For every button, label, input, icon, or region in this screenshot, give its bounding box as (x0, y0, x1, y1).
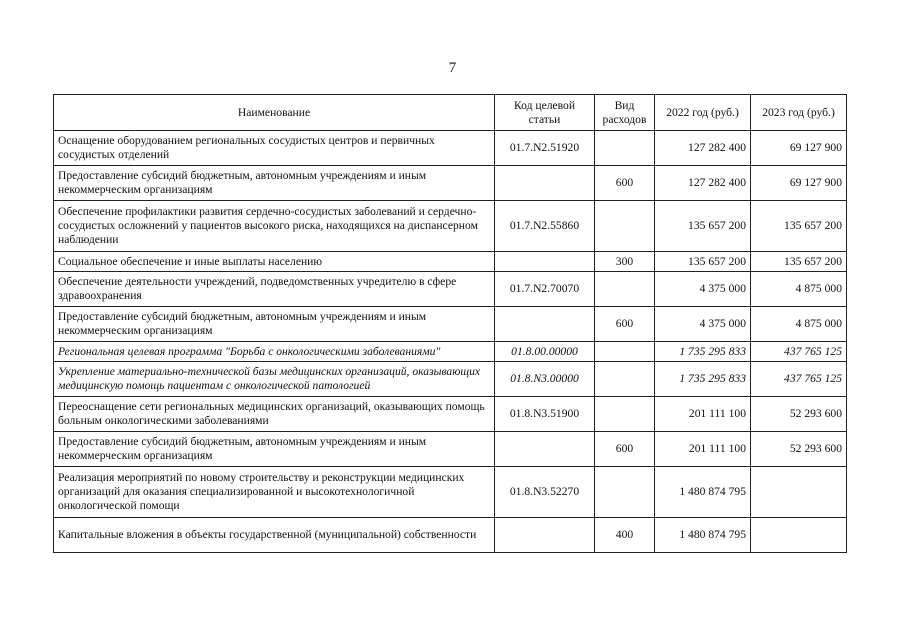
header-2023: 2023 год (руб.) (751, 95, 847, 131)
cell-2022: 1 480 874 795 (655, 467, 751, 518)
page-number: 7 (448, 60, 457, 76)
table-row (54, 166, 847, 201)
cell-2023: 52 293 600 (751, 397, 847, 432)
cell-name: Обеспечение деятельности учреждений, подведомственных учредителю в сфере здравоохранения (54, 272, 495, 307)
cell-2022: 1 480 874 795 (655, 518, 751, 553)
cell-code: 01.8.00.00000 (495, 342, 595, 362)
cell-kind (595, 362, 655, 397)
cell-2023: 52 293 600 (751, 432, 847, 467)
cell-kind (595, 272, 655, 307)
cell-2022: 135 657 200 (655, 201, 751, 252)
cell-2023 (751, 518, 847, 553)
header-kind: Вид расходов (595, 95, 655, 131)
cell-name: Предоставление субсидий бюджетным, автономным учреждениям и иным некоммерческим организациям (54, 307, 495, 342)
cell-2022: 1 735 295 833 (655, 342, 751, 362)
cell-kind: 300 (595, 252, 655, 272)
cell-2023: 4 875 000 (751, 307, 847, 342)
cell-name: Капитальные вложения в объекты государственной (муниципальной) собственности (54, 518, 495, 553)
cell-code (495, 252, 595, 272)
cell-kind (595, 131, 655, 166)
header-name: Наименование (54, 95, 495, 131)
cell-name: Оснащение оборудованием региональных сосудистых центров и первичных сосудистых отделений (54, 131, 495, 166)
cell-2023: 135 657 200 (751, 201, 847, 252)
cell-kind (595, 201, 655, 252)
cell-name: Региональная целевая программа "Борьба с онкологическими заболеваниями" (54, 342, 495, 362)
table-body (54, 131, 847, 553)
cell-2023: 69 127 900 (751, 166, 847, 201)
table-row (54, 432, 847, 467)
cell-name: Обеспечение профилактики развития сердечно-сосудистых заболеваний и сердечно-сосудистых осложнений у пациентов высокого риска, находящихся на диспансерном наблюдении (54, 201, 495, 252)
cell-kind (595, 467, 655, 518)
cell-kind (595, 397, 655, 432)
cell-2022: 4 375 000 (655, 272, 751, 307)
cell-code (495, 518, 595, 553)
cell-2022: 1 735 295 833 (655, 362, 751, 397)
cell-code: 01.8.N3.51900 (495, 397, 595, 432)
cell-2023 (751, 467, 847, 518)
cell-name: Реализация мероприятий по новому строительству и реконструкции медицинских организаций для оказания специализированной и высокотехнологичной онкологической помощи (54, 467, 495, 518)
cell-name: Переоснащение сети региональных медицинских организаций, оказывающих помощь больным онкологическими заболеваниями (54, 397, 495, 432)
cell-name: Укрепление материально-технической базы медицинских организаций, оказывающих медицинскую помощь пациентам с онкологической патологией (54, 362, 495, 397)
cell-code: 01.7.N2.70070 (495, 272, 595, 307)
table-row (54, 467, 847, 518)
cell-2022: 135 657 200 (655, 252, 751, 272)
table-row (54, 201, 847, 252)
cell-2023: 135 657 200 (751, 252, 847, 272)
header-code: Код целевой статьи (495, 95, 595, 131)
table-row (54, 307, 847, 342)
header-2022: 2022 год (руб.) (655, 95, 751, 131)
table-header (54, 95, 847, 131)
cell-2023: 69 127 900 (751, 131, 847, 166)
cell-kind: 600 (595, 166, 655, 201)
cell-2023: 437 765 125 (751, 342, 847, 362)
cell-name: Социальное обеспечение и иные выплаты населению (54, 252, 495, 272)
table-row-subprogram (54, 362, 847, 397)
cell-2022: 201 111 100 (655, 432, 751, 467)
cell-kind: 600 (595, 432, 655, 467)
table-row (54, 518, 847, 553)
cell-2022: 127 282 400 (655, 131, 751, 166)
cell-code: 01.7.N2.55860 (495, 201, 595, 252)
cell-code (495, 307, 595, 342)
table-row (54, 272, 847, 307)
cell-code (495, 432, 595, 467)
cell-2022: 4 375 000 (655, 307, 751, 342)
cell-name: Предоставление субсидий бюджетным, автономным учреждениям и иным некоммерческим организациям (54, 166, 495, 201)
cell-2023: 437 765 125 (751, 362, 847, 397)
cell-code (495, 166, 595, 201)
cell-kind (595, 342, 655, 362)
cell-2023: 4 875 000 (751, 272, 847, 307)
table-row (54, 397, 847, 432)
table-row-program (54, 342, 847, 362)
cell-2022: 127 282 400 (655, 166, 751, 201)
table-row (54, 131, 847, 166)
cell-code: 01.7.N2.51920 (495, 131, 595, 166)
cell-code: 01.8.N3.00000 (495, 362, 595, 397)
cell-kind: 400 (595, 518, 655, 553)
cell-code: 01.8.N3.52270 (495, 467, 595, 518)
budget-table (53, 94, 847, 553)
cell-name: Предоставление субсидий бюджетным, автономным учреждениям и иным некоммерческим организациям (54, 432, 495, 467)
cell-2022: 201 111 100 (655, 397, 751, 432)
table-row (54, 252, 847, 272)
cell-kind: 600 (595, 307, 655, 342)
